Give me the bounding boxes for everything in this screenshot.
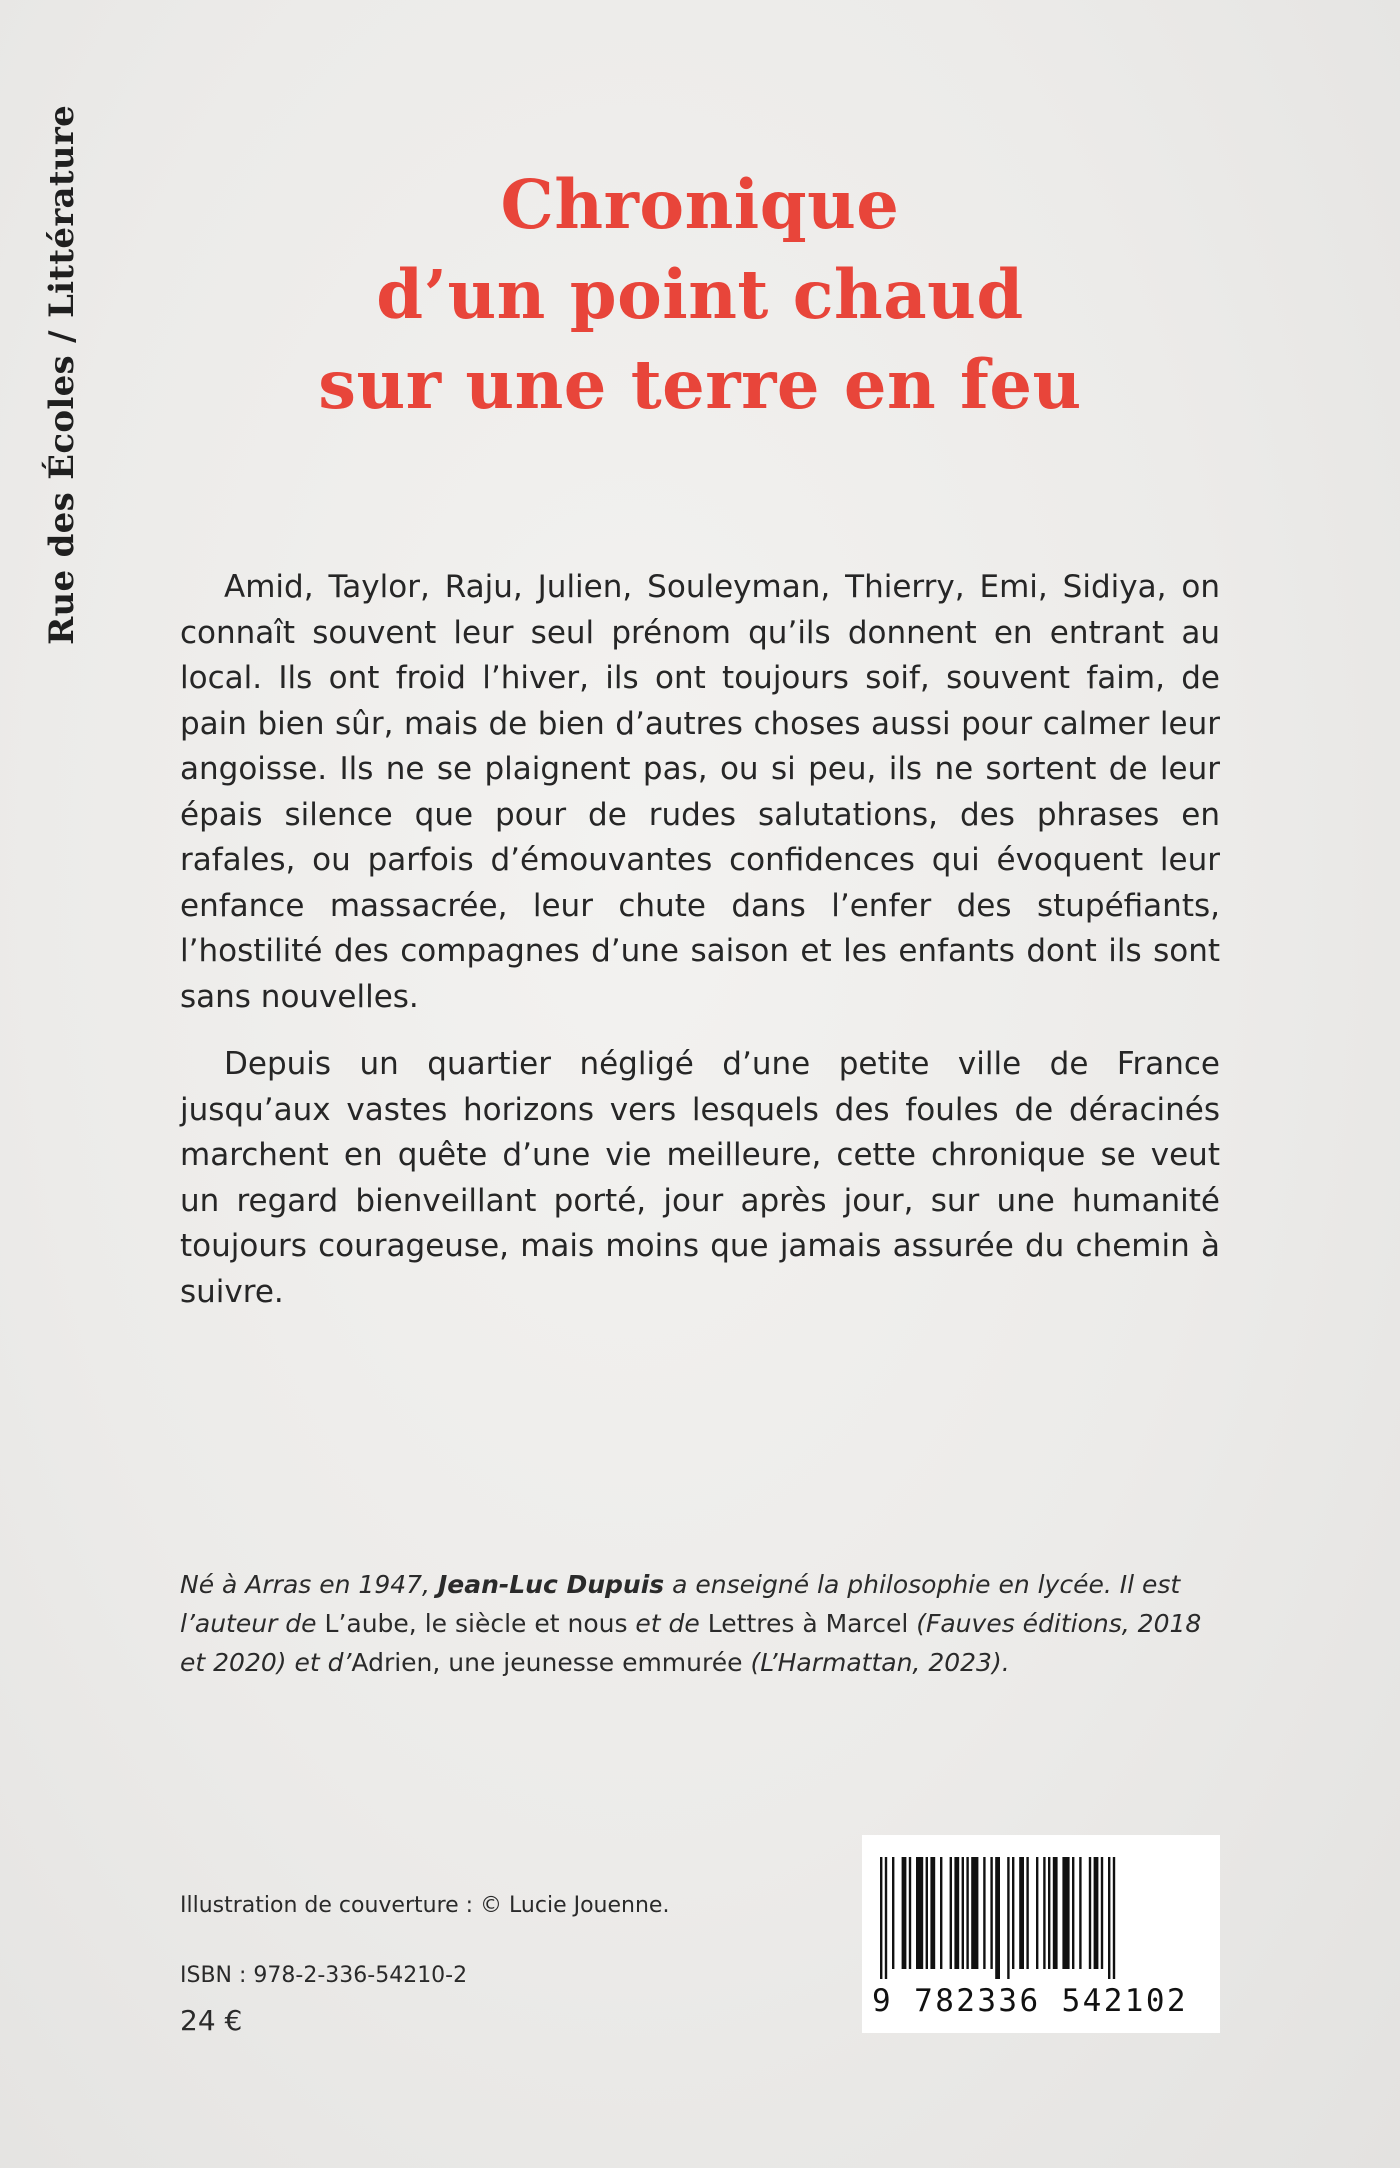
barcode-bar	[954, 1857, 959, 1969]
author-bio	[180, 1565, 1220, 1682]
barcode-bar	[1012, 1857, 1014, 1969]
barcode-bar	[983, 1857, 985, 1969]
bio-part-5: (L’Harmattan, 2023).	[742, 1648, 1010, 1677]
bio-part-2: a enseigné la philosophie en lycée. Il est l’auteur de	[180, 1570, 1181, 1638]
barcode-bar	[1026, 1857, 1028, 1969]
barcode-bar	[962, 1857, 964, 1969]
back-cover-blurb	[180, 565, 1220, 1337]
bio-part-3: et de	[627, 1609, 708, 1638]
barcode-bar	[885, 1857, 887, 1979]
barcode-bar	[880, 1857, 882, 1979]
spine-label	[34, 90, 90, 660]
barcode-bar	[990, 1857, 992, 1969]
barcode-bar	[1094, 1857, 1099, 1969]
barcode-bar	[940, 1857, 942, 1969]
bio-part-1: Né à Arras en 1947,	[180, 1570, 438, 1599]
barcode-panel	[862, 1835, 1220, 2033]
price-label: 24 €	[180, 2004, 243, 2037]
barcode-bar	[902, 1857, 907, 1969]
collection-name: Rue des Écoles / Littérature	[42, 104, 82, 646]
barcode-bar	[995, 1857, 1000, 1979]
blurb-paragraph-2: Depuis un quartier négligé d’une petite ville de France jusqu’aux vastes horizons vers lesquels des foules de déracinés marchent en quête d’une vie meilleure, cette chronique se veut un regard bienveillant porté, jour après jour, sur une humanité toujours courageuse, mais moins que jamais assurée du chemin à suivre.	[180, 1046, 1220, 1310]
barcode-bar	[1089, 1857, 1091, 1969]
barcode-bar	[1007, 1857, 1009, 1979]
barcode-bar	[1036, 1857, 1038, 1969]
title-line-2: d’un point chaud	[376, 255, 1024, 334]
barcode-bar	[1101, 1857, 1103, 1969]
barcode-bar	[971, 1857, 978, 1969]
barcode-bar	[1079, 1857, 1081, 1969]
blurb-paragraph-1: Amid, Taylor, Raju, Julien, Souleyman, Thierry, Emi, Sidiya, on connaît souvent leur seul prénom qu’ils donnent en entrant au local. Ils ont froid l’hiver, ils ont toujours soif, souvent faim, de pain bien sûr, mais de bien d’autres choses aussi pour calmer leur angoisse. Ils ne se plaignent pas, ou si peu, ils ne sortent de leur épais silence que pour de rudes salutations, des phrases en rafales, ou parfois d’émouvantes confidences qui évoquent leur enfance massacrée, leur chute dans l’enfer des stupéfiants, l’hostilité des compagnes d’une saison et les enfants dont ils sont sans nouvelles.	[180, 569, 1220, 1015]
barcode-bar	[1019, 1857, 1024, 1969]
barcode-icon	[876, 1857, 1206, 1979]
illustration-credit: Illustration de couverture : © Lucie Jouenne.	[180, 1893, 670, 1918]
barcode-bar	[930, 1857, 935, 1969]
author-name: Jean-Luc Dupuis	[437, 1570, 665, 1599]
barcode-bar	[1048, 1857, 1050, 1969]
barcode-bar	[916, 1857, 923, 1969]
isbn-number: ISBN : 978-2-336-54210-2	[180, 1963, 468, 1988]
barcode-bar	[1062, 1857, 1069, 1969]
barcode-bar	[1043, 1857, 1045, 1969]
barcode-bar	[1108, 1857, 1110, 1979]
book-title-1: L’aube, le siècle et nous	[324, 1609, 628, 1638]
barcode-digits: 9 782336 542102	[872, 1983, 1188, 2019]
book-title	[200, 160, 1200, 430]
book-title-3: Adrien, une jeunesse emmurée	[351, 1648, 743, 1677]
barcode-bar	[950, 1857, 952, 1969]
title-line-3: sur une terre en feu	[318, 345, 1082, 424]
bio-part-4: (Fauves éditions, 2018 et 2020) et d’	[180, 1609, 1202, 1677]
barcode-bar	[1053, 1857, 1058, 1969]
barcode-bar	[966, 1857, 968, 1969]
barcode-bar	[909, 1857, 911, 1969]
title-line-1: Chronique	[500, 165, 900, 244]
barcode-bar	[1113, 1857, 1115, 1979]
barcode-bar	[892, 1857, 894, 1969]
barcode-bar	[926, 1857, 928, 1969]
barcode-bar	[1072, 1857, 1074, 1969]
book-title-2: Lettres à Marcel	[707, 1609, 909, 1638]
